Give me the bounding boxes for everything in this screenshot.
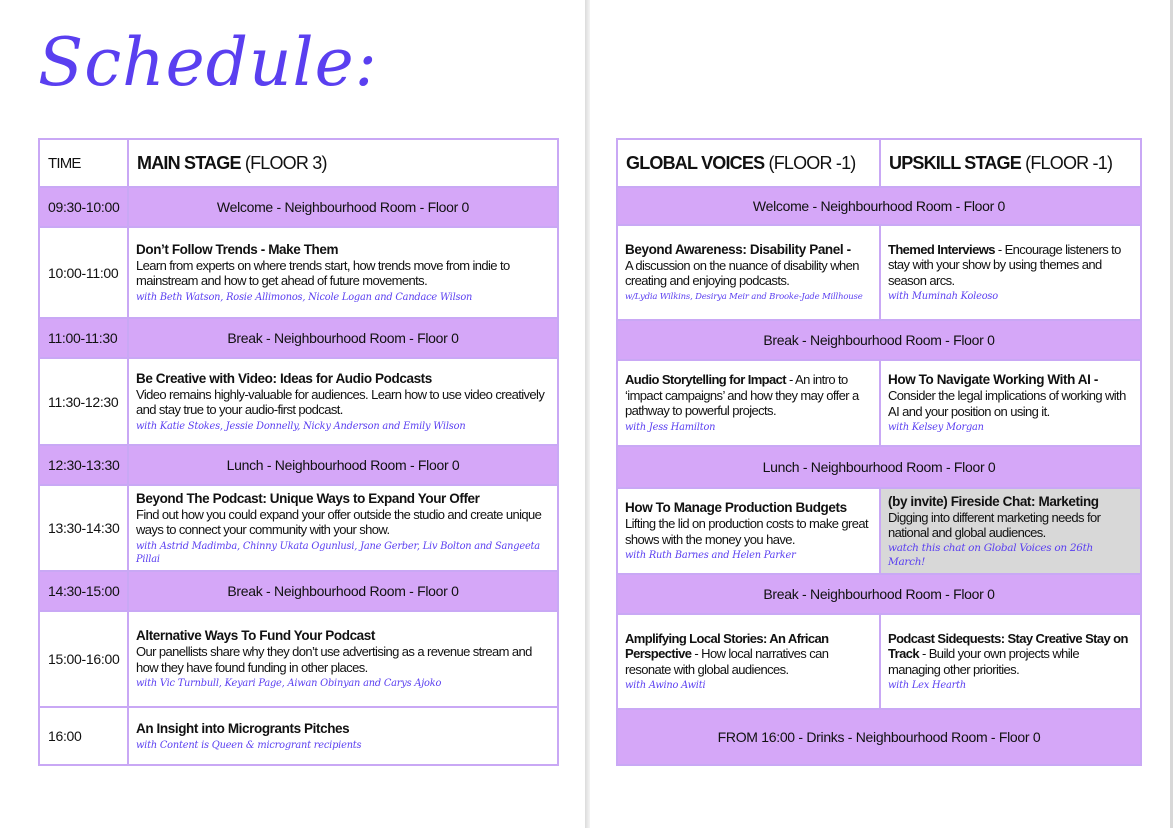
table-row <box>617 320 1141 360</box>
session-note: watch this chat on Global Voices on 26th March! <box>888 541 1094 568</box>
table-row <box>39 611 558 707</box>
table-row <box>39 227 558 318</box>
session-text <box>625 631 872 678</box>
session-title: (by invite) Fireside Chat: Marketing <box>888 493 1099 509</box>
breakout-schedule-table <box>616 138 1142 766</box>
time-cell: 12:30-13:30 <box>39 445 128 485</box>
table-row <box>39 318 558 358</box>
time-cell: 14:30-15:00 <box>39 571 128 611</box>
session-title: Alternative Ways To Fund Your Podcast <box>136 628 375 643</box>
session-title: Podcast Sidequests: Stay Creative Stay on Track <box>888 630 1128 662</box>
upskill-stage-column-header <box>880 139 1141 187</box>
session-description: Lifting the lid on production costs to make great shows with the money you have. <box>625 516 869 547</box>
session-description: - How local narratives can resonate with global audiences. <box>625 646 829 677</box>
session-text <box>888 242 1133 289</box>
session-cell <box>617 360 880 446</box>
session-title: An Insight into Microgrants Pitches <box>136 720 350 736</box>
session-cell <box>880 614 1141 709</box>
band-label: FROM 16:00 - Drinks - Neighbourhood Room - Floor 0 <box>617 709 1141 765</box>
band-label: Break - Neighbourhood Room - Floor 0 <box>128 318 558 358</box>
table-row <box>617 187 1141 225</box>
stage-floor: (FLOOR -1) <box>1020 152 1113 173</box>
main-stage-column-header <box>128 139 558 187</box>
session-cell <box>128 611 558 707</box>
time-cell: 11:00-11:30 <box>39 318 128 358</box>
session-title: How To Manage Production Budgets <box>625 500 847 515</box>
session-cell <box>128 707 558 765</box>
session-title: Themed Interviews <box>888 241 995 257</box>
session-cell <box>880 360 1141 446</box>
session-title: Beyond Awareness: Disability Panel - <box>625 241 851 257</box>
session-title: How To Navigate Working With AI - <box>888 372 1098 387</box>
session-cell <box>617 488 880 574</box>
session-speakers: with Katie Stokes, Jessie Donnelly, Nicky Anderson and Emily Wilson <box>136 420 466 432</box>
session-cell-highlighted <box>880 488 1141 574</box>
table-row <box>39 485 558 571</box>
table-row <box>617 488 1141 574</box>
table-row <box>617 574 1141 614</box>
band-label: Lunch - Neighbourhood Room - Floor 0 <box>128 445 558 485</box>
stage-floor: (FLOOR -1) <box>764 152 856 173</box>
table-row <box>617 614 1141 709</box>
session-title: Don’t Follow Trends - Make Them <box>136 241 339 257</box>
session-speakers: with Awino Awiti <box>625 680 706 692</box>
session-description: Our panellists share why they don’t use advertising as a revenue stream and how they have found funding in other places. <box>136 644 532 675</box>
time-column-header: TIME <box>39 139 128 187</box>
session-title: Be Creative with Video: Ideas for Audio Podcasts <box>136 370 432 386</box>
time-cell: 11:30-12:30 <box>39 358 128 445</box>
band-label: Welcome - Neighbourhood Room - Floor 0 <box>617 187 1141 225</box>
session-description: Digging into different marketing needs for national and global audiences. <box>888 509 1101 540</box>
session-cell <box>128 227 558 318</box>
session-speakers: with Kelsey Morgan <box>888 422 984 433</box>
band-label: Break - Neighbourhood Room - Floor 0 <box>128 571 558 611</box>
stage-name: MAIN STAGE <box>137 152 241 173</box>
global-voices-column-header <box>617 139 880 187</box>
table-row <box>39 358 558 445</box>
session-speakers: with Muminah Koleoso <box>888 291 998 303</box>
session-speakers: with Jess Hamilton <box>625 421 716 433</box>
session-cell <box>617 614 880 709</box>
session-description: - Encourage listeners to stay with your show by using themes and season arcs. <box>888 241 1121 288</box>
time-cell: 13:30-14:30 <box>39 485 128 571</box>
session-speakers: with Astrid Madimba, Chinny Ukata Ogunlusi, Jane Gerber, Liv Bolton and Sangeeta Pillai <box>136 540 540 565</box>
table-row <box>617 709 1141 765</box>
session-speakers: with Ruth Barnes and Helen Parker <box>625 550 796 561</box>
schedule-title: Schedule: <box>38 24 378 101</box>
session-cell <box>617 225 880 320</box>
session-description: - An intro to ‘impact campaigns’ and how they may offer a pathway to powerful projects. <box>625 372 859 419</box>
table-row <box>617 225 1141 320</box>
session-text <box>625 372 872 419</box>
time-cell: 15:00-16:00 <box>39 611 128 707</box>
session-cell <box>128 485 558 571</box>
table-header-row <box>617 139 1141 187</box>
session-description: Video remains highly-valuable for audiences. Learn how to use video creatively and stay true to your audio-first podcast. <box>136 386 545 417</box>
session-title: Amplifying Local Stories: An African Perspective <box>625 630 829 662</box>
table-row <box>39 571 558 611</box>
table-row <box>617 446 1141 488</box>
time-cell: 10:00-11:00 <box>39 227 128 318</box>
table-row <box>39 707 558 765</box>
session-speakers: with Beth Watson, Rosie Allimonos, Nicole Logan and Candace Wilson <box>136 291 473 303</box>
stage-name: UPSKILL STAGE <box>889 152 1021 173</box>
band-label: Lunch - Neighbourhood Room - Floor 0 <box>617 446 1141 488</box>
session-cell <box>128 358 558 445</box>
session-title: Audio Storytelling for Impact <box>625 372 786 388</box>
time-cell: 09:30-10:00 <box>39 187 128 227</box>
band-label: Break - Neighbourhood Room - Floor 0 <box>617 574 1141 614</box>
session-description: Find out how you could expand your offer outside the studio and create unique ways to connect your community with your show. <box>136 506 542 537</box>
table-header-row <box>39 139 558 187</box>
session-description: - Build your own projects while managing other priorities. <box>888 646 1079 677</box>
band-label: Welcome - Neighbourhood Room - Floor 0 <box>128 187 558 227</box>
stage-name: GLOBAL VOICES <box>626 152 765 173</box>
main-stage-schedule-table <box>38 138 559 766</box>
time-cell: 16:00 <box>39 707 128 765</box>
session-speakers: with Lex Hearth <box>888 680 966 692</box>
stage-floor: (FLOOR 3) <box>240 152 327 173</box>
session-text <box>888 631 1133 678</box>
session-description: Consider the legal implications of working with AI and your position on using it. <box>888 388 1126 419</box>
session-speakers: w/Lydia Wilkins, Desirya Meir and Brooke-Jade Millhouse <box>625 291 863 302</box>
session-speakers: with Vic Turnbull, Keyari Page, Aiwan Obinyan and Carys Ajoko <box>136 678 442 689</box>
session-description: A discussion on the nuance of disability when creating and enjoying podcasts. <box>625 257 859 288</box>
session-speakers: with Content is Queen & microgrant recipients <box>136 739 362 751</box>
table-row <box>39 445 558 485</box>
session-description: Learn from experts on where trends start, how trends move from indie to mainstream and how to get ahead of future movements. <box>136 257 510 288</box>
table-row <box>39 187 558 227</box>
session-cell <box>880 225 1141 320</box>
table-row <box>617 360 1141 446</box>
band-label: Break - Neighbourhood Room - Floor 0 <box>617 320 1141 360</box>
session-title: Beyond The Podcast: Unique Ways to Expand Your Offer <box>136 490 480 506</box>
